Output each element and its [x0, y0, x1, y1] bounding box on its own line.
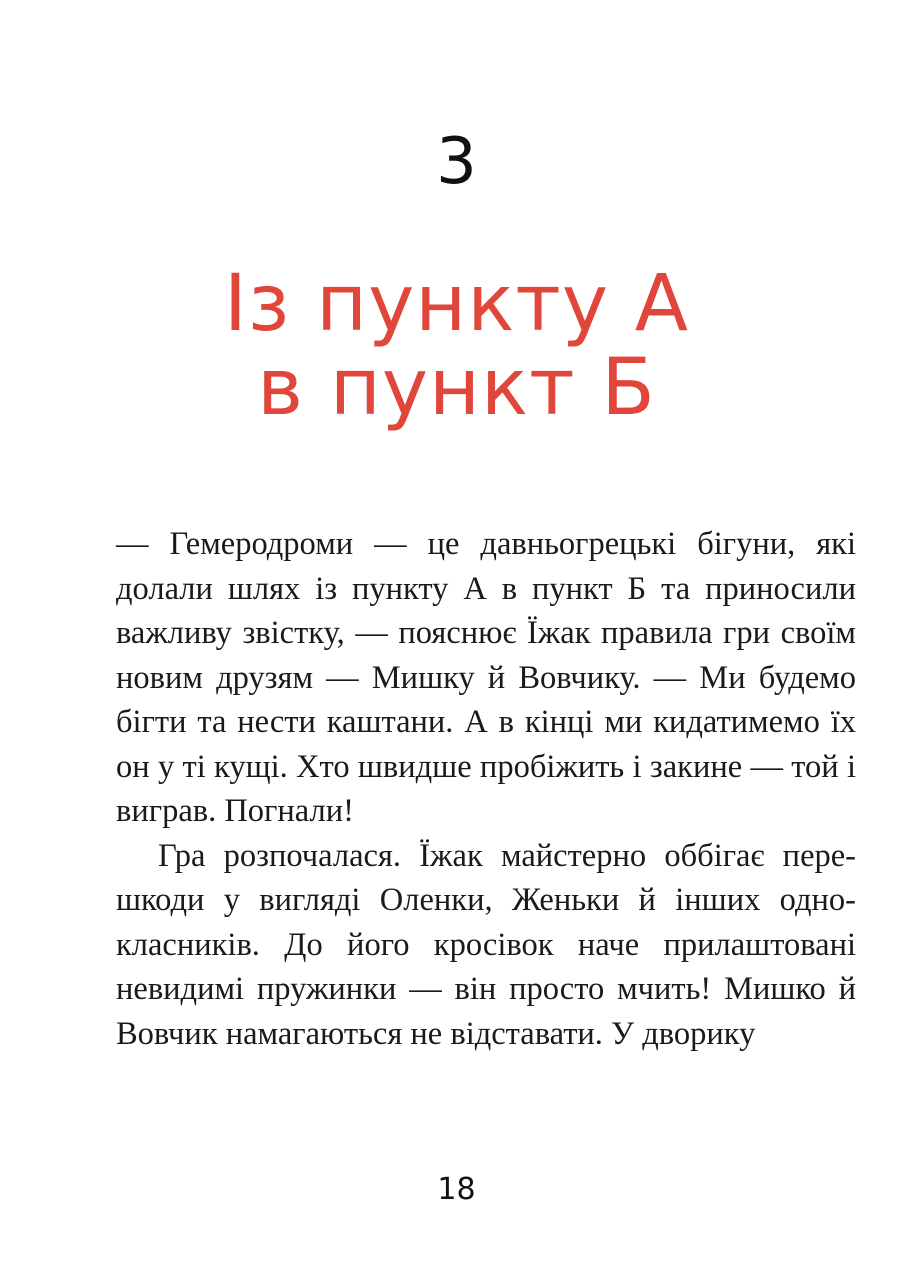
page-number: 18 [437, 1172, 476, 1207]
chapter-title [0, 259, 913, 433]
paragraph: — Гемеродроми — це давньогрецькі бігуни, які долали шлях із пункту А в пункт Б та приносили важливу звістку, — пояснює Їжак правила гри своїм новим друзям — Мишку й Вовчику. — Ми будемо бігти та нести каштани. А в кінці ми кидатимемо їх он у ті кущі. Хто швидше пробіжить і закине — той і виграв. Погнали! [116, 526, 856, 829]
paragraph: Гра розпочалася. Їжак майстерно оббігає перешкоди у вигляді Оленки, Женьки й інших однокласників. До його кросівок наче прилаштовані невидимі пружинки — він просто мчить! Мишко й Вовчик намагаються не відставати. У дворику [116, 837, 856, 1052]
chapter-number: 3 [436, 125, 477, 199]
chapter-title-line-2: в пункт Б [257, 343, 656, 433]
body-text [116, 522, 856, 1056]
chapter-title-line-1: Із пункту А [223, 259, 690, 349]
